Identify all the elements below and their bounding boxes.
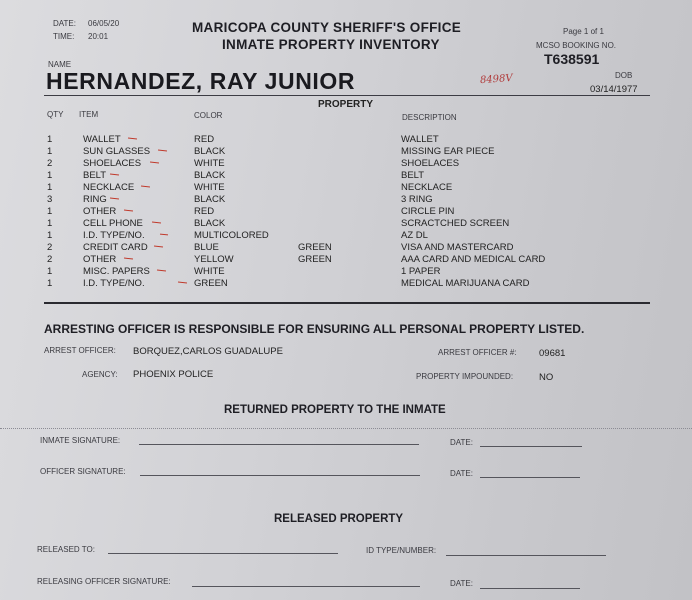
inmate-name: HERNANDEZ, RAY JUNIOR [46,68,356,94]
released-title: RELEASED PROPERTY [274,513,404,525]
row-qty: 1 [47,146,53,157]
officer-signature-field[interactable] [140,475,420,476]
row-description: CIRCLE PIN [401,206,455,217]
row-color2: GREEN [298,242,332,253]
row-qty: 1 [47,230,53,241]
handwritten-note: 8498V [479,72,514,87]
row-description: AAA CARD AND MEDICAL CARD [401,254,546,265]
row-description: AZ DL [401,230,428,241]
row-item: RING [83,194,107,205]
date-label: DATE: [53,19,76,28]
row-color: BLACK [194,218,226,229]
property-row [0,194,692,206]
released-to-field[interactable] [108,553,338,554]
row-item: OTHER [83,206,117,217]
agency-title: MARICOPA COUNTY SHERIFF'S OFFICE [192,20,462,35]
row-qty: 3 [47,194,53,205]
row-color: BLACK [194,194,226,205]
row-color: YELLOW [194,254,234,265]
releasing-officer-label: RELEASING OFFICER SIGNATURE: [37,577,171,586]
check-mark [160,234,168,236]
property-row [0,254,692,266]
row-item: SUN GLASSES [83,146,151,157]
row-color: MULTICOLORED [194,230,269,241]
id-type-label: ID TYPE/NUMBER: [366,546,437,555]
check-mark [152,222,161,224]
inmate-date-field[interactable] [480,446,582,447]
officer-statement: ARRESTING OFFICER IS RESPONSIBLE FOR ENSURING ALL PERSONAL PROPERTY LISTED. [44,322,585,336]
row-item: NECKLACE [83,182,135,193]
impounded-label: PROPERTY IMPOUNDED: [416,372,514,381]
time-label: TIME: [53,32,75,41]
agency-value: PHOENIX POLICE [133,369,214,380]
col-description: DESCRIPTION [402,113,457,122]
impounded-value: NO [539,372,554,383]
row-qty: 2 [47,254,53,265]
check-mark [141,186,150,188]
row-item: MISC. PAPERS [83,266,150,277]
releasing-officer-field[interactable] [192,586,420,587]
officer-date-field[interactable] [480,477,580,478]
row-color: WHITE [194,158,225,169]
row-description: MEDICAL MARIJUANA CARD [401,278,530,289]
col-qty: QTY [47,110,64,119]
property-row [0,230,692,242]
row-color: RED [194,134,215,145]
row-description: 3 RING [401,194,433,205]
property-row [0,218,692,230]
booking-number: T638591 [544,51,600,67]
row-color2: GREEN [298,254,332,265]
property-title: PROPERTY [318,99,374,110]
row-item: OTHER [83,254,117,265]
fold-line [0,428,692,429]
name-label: NAME [48,60,72,69]
arrest-officer-value: BORQUEZ,CARLOS GUADALUPE [133,346,283,357]
check-mark [124,210,133,212]
officer-signature-label: OFFICER SIGNATURE: [40,467,126,476]
row-qty: 1 [47,170,53,181]
row-description: MISSING EAR PIECE [401,146,495,157]
row-qty: 1 [47,278,53,289]
check-mark [150,162,159,164]
inmate-signature-label: INMATE SIGNATURE: [40,436,121,445]
col-color: COLOR [194,111,223,120]
row-color: GREEN [194,278,228,289]
row-color: RED [194,206,215,217]
date-value: 06/05/20 [88,19,120,28]
dob-value: 03/14/1977 [590,84,638,95]
row-qty: 2 [47,158,53,169]
id-type-field[interactable] [446,555,606,556]
released-to-label: RELEASED TO: [37,545,95,554]
row-description: VISA AND MASTERCARD [401,242,514,253]
check-mark [154,246,163,248]
agency-label: AGENCY: [82,370,118,379]
row-color: BLUE [194,242,219,253]
row-color: BLACK [194,146,226,157]
arrest-officer-no-label: ARREST OFFICER #: [438,348,517,357]
row-item: SHOELACES [83,158,142,169]
row-description: 1 PAPER [401,266,441,277]
row-item: I.D. TYPE/NO. [83,278,145,289]
released-date-field[interactable] [480,588,580,589]
col-item: ITEM [79,110,99,119]
returned-date-label-1: DATE: [450,438,473,447]
row-qty: 1 [47,266,53,277]
check-mark [178,282,187,284]
header-rule [44,95,650,96]
property-row [0,266,692,278]
inmate-signature-field[interactable] [139,444,419,445]
row-description: WALLET [401,134,439,145]
property-row [0,206,692,218]
row-color: WHITE [194,182,225,193]
check-mark [110,174,119,176]
released-date-label: DATE: [450,579,473,588]
row-qty: 1 [47,218,53,229]
arrest-officer-label: ARREST OFFICER: [44,346,116,355]
row-description: NECKLACE [401,182,453,193]
property-row [0,278,692,290]
row-item: I.D. TYPE/NO. [83,230,145,241]
row-description: SCRACTCHED SCREEN [401,218,510,229]
booking-label: MCSO BOOKING NO. [536,41,617,50]
row-color: BLACK [194,170,226,181]
dob-label: DOB [615,71,633,80]
row-qty: 2 [47,242,53,253]
form-title: INMATE PROPERTY INVENTORY [222,37,440,52]
property-row [0,242,692,254]
row-item: BELT [83,170,107,181]
check-mark [124,258,133,260]
property-row [0,182,692,194]
row-item: CELL PHONE [83,218,143,229]
check-mark [158,150,167,152]
row-item: WALLET [83,134,121,145]
check-mark [157,270,166,272]
page-indicator: Page 1 of 1 [563,27,604,36]
row-color: WHITE [194,266,225,277]
row-qty: 1 [47,182,53,193]
check-mark [128,138,137,140]
property-row [0,134,692,146]
time-value: 20:01 [88,32,109,41]
row-description: BELT [401,170,425,181]
row-qty: 1 [47,134,53,145]
property-row [0,158,692,170]
row-qty: 1 [47,206,53,217]
property-row [0,146,692,158]
returned-title: RETURNED PROPERTY TO THE INMATE [224,404,446,416]
row-description: SHOELACES [401,158,460,169]
arrest-officer-no-value: 09681 [539,348,566,359]
check-mark [110,198,119,200]
returned-date-label-2: DATE: [450,469,473,478]
property-row [0,170,692,182]
property-rule [44,302,650,304]
row-item: CREDIT CARD [83,242,148,253]
